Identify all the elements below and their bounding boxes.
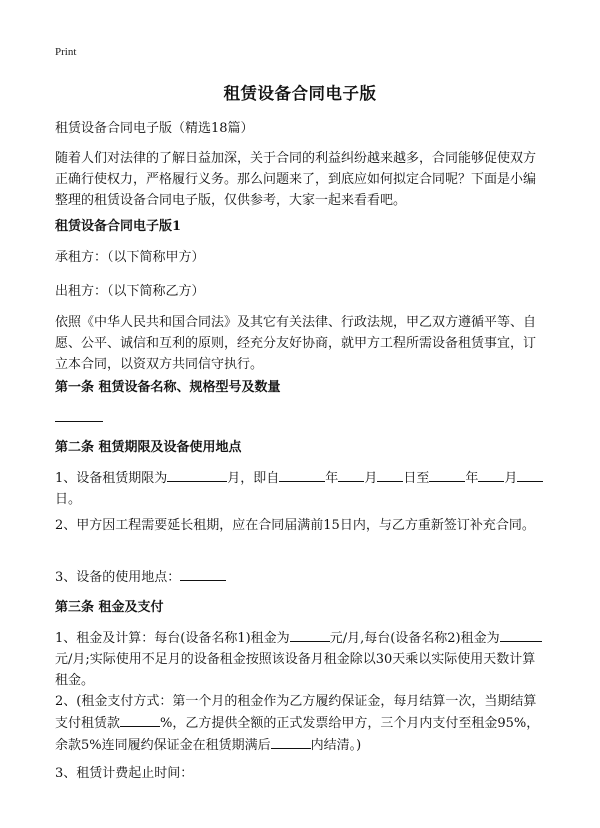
fill-blank: [478, 467, 504, 482]
clause-text: 月，即自: [227, 471, 280, 486]
article-1-heading: 第一条 租赁设备名称、规格型号及数量: [55, 380, 281, 395]
clause-text: 内结清。): [310, 738, 362, 753]
clause-text: 月: [504, 471, 518, 486]
billing-period-clause: 3、租赁计费起止时间：: [55, 766, 194, 781]
document-title: 租赁设备合同电子版: [223, 84, 377, 103]
fill-blank: [377, 467, 403, 482]
article-3-heading: 第三条 租金及支付: [55, 600, 164, 615]
clause-text: %，乙方提供全额的正式发票给甲方，三个月内支付至租金95%，余款5%连同履约保证金在租赁期满后: [55, 716, 540, 753]
lessor-line: 出租方：（以下简称乙方）: [55, 284, 205, 299]
clause-text: 日。: [55, 492, 82, 507]
fill-blank: [429, 467, 465, 482]
clause-text: 1、设备租赁期限为: [55, 471, 168, 486]
document-subtitle: 租赁设备合同电子版（精选18篇）: [55, 121, 254, 136]
clause-text: 年: [465, 471, 479, 486]
clause-text: 年: [325, 471, 339, 486]
fill-blank: [271, 734, 311, 749]
fill-blank: [180, 566, 226, 581]
print-link[interactable]: Print: [55, 46, 77, 58]
intro-paragraph: 随着人们对法律的了解日益加深，关于合同的利益纠纷越来越多，合同能够促使双方正确行使权力，严格履行义务。那么问题来了，到底应如何拟定合同呢？下面是小编整理的租赁设备合同电子版，仅供参考，大家一起来看看吧。: [55, 151, 537, 208]
usage-location-clause: [55, 566, 545, 588]
clause-text: 元/月,每台(设备名称2)租金为: [329, 631, 500, 646]
fill-blank: [500, 627, 542, 642]
rent-calculation-clause: [55, 627, 545, 691]
payment-method-clause: [55, 691, 545, 756]
fill-blank: [290, 627, 330, 642]
fill-blank: [338, 467, 364, 482]
article-2-heading: 第二条 租赁期限及设备使用地点: [55, 440, 242, 455]
clause-text: 月: [364, 471, 378, 486]
clause-text: 日至: [403, 471, 430, 486]
clause-text: 2、(租金支付方式：第一个月的租金作为乙方履约保证金，每月结算一次，当期结算支付租赁款: [55, 694, 537, 731]
clause-text: 元/月;实际使用不足月的设备租金按照该设备月租金除以30天乘以实际使用天数计算租金。: [55, 652, 536, 688]
article-1-blank: [55, 407, 103, 422]
extension-clause: 2、甲方因工程需要延长租期，应在合同届满前15日内，与乙方重新签订补充合同。: [55, 518, 535, 533]
lease-term-clause: [55, 467, 545, 510]
section-heading: 租赁设备合同电子版1: [55, 219, 182, 234]
lessee-line: 承租方：（以下简称甲方）: [55, 250, 205, 265]
basis-paragraph: 依照《中华人民共和国合同法》及其它有关法律、行政法规，甲乙双方遵循平等、自愿、公平、诚信和互利的原则，经充分友好协商，就甲方工程所需设备租赁事宜，订立本合同，以资双方共同信守执行。: [55, 315, 537, 372]
clause-text: 3、设备的使用地点：: [55, 570, 181, 585]
clause-text: 1、租金及计算：每台(设备名称1)租金为: [55, 631, 290, 646]
fill-blank: [517, 467, 543, 482]
fill-blank: [120, 712, 160, 727]
fill-blank: [167, 467, 227, 482]
fill-blank: [279, 467, 325, 482]
